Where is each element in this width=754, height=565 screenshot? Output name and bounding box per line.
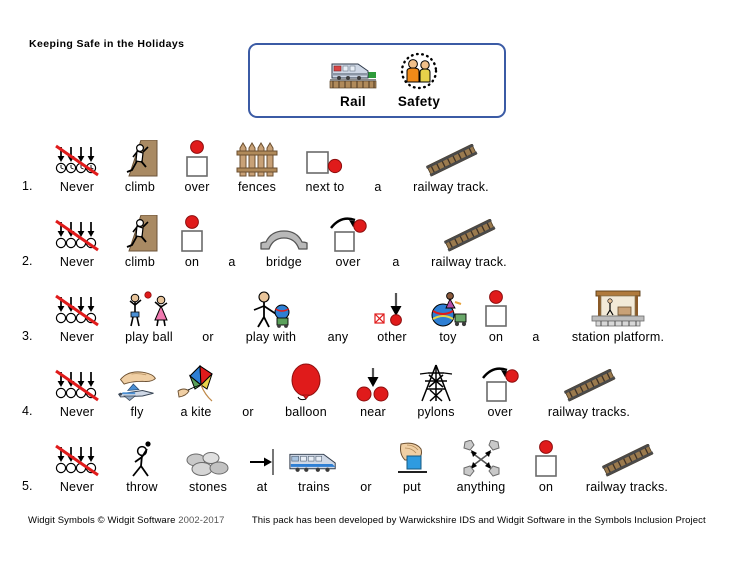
symbol-cell-toy [422, 288, 474, 344]
symbol-cell-on [524, 438, 568, 494]
symbol-cell-never [44, 288, 110, 344]
word-label: a [392, 255, 400, 269]
header-box [248, 43, 506, 118]
header-symbol-row [324, 49, 448, 109]
climb-icon [115, 138, 165, 178]
sentence-row [22, 138, 506, 194]
footer [28, 515, 706, 526]
blank-icon [219, 213, 245, 253]
symbol-cell-a [360, 138, 396, 194]
word-label: climb [124, 180, 156, 194]
symbol-cell-never [44, 438, 110, 494]
word-label: Never [59, 330, 95, 344]
pylon-icon [407, 363, 465, 403]
blank-icon [193, 288, 223, 328]
on-icon [529, 438, 563, 478]
row-number: 5. [22, 479, 33, 493]
symbol-cell-over [470, 363, 530, 419]
word-label: near [360, 405, 386, 419]
word-label: or [360, 480, 372, 494]
symbol-cell-a [378, 213, 414, 269]
page-title: Keeping Safe in the Holidays [29, 38, 185, 50]
kite-icon [169, 363, 223, 403]
on-icon [175, 213, 209, 253]
symbol-cell-bridge [250, 213, 318, 269]
header-label-safety: Safety [397, 94, 441, 109]
fence-icon [229, 138, 285, 178]
header-cell-safety [390, 49, 448, 109]
word-label: play ball [125, 330, 173, 344]
word-label: balloon [285, 405, 327, 419]
word-label: toy [439, 330, 457, 344]
at-icon [247, 438, 277, 478]
word-label: put [403, 480, 421, 494]
train-icon [328, 49, 378, 91]
railway-track-icon [419, 213, 519, 253]
word-label: throw [126, 480, 158, 494]
header-cell-rail [324, 49, 382, 109]
blank-icon [523, 288, 549, 328]
word-label: station platform. [571, 330, 665, 344]
symbol-cell-railway-track [396, 138, 506, 194]
symbol-cell-play-with [228, 288, 314, 344]
sentence-row [22, 213, 524, 269]
word-label: or [242, 405, 254, 419]
footer-copyright: Widgit Symbols © Widgit Software [28, 515, 176, 526]
word-label: on [488, 330, 504, 344]
word-label: fences [237, 180, 277, 194]
never-icon [49, 288, 105, 328]
symbol-cell-put [386, 438, 438, 494]
word-label: stones [188, 480, 228, 494]
word-label: railway track. [413, 180, 489, 194]
blank-icon [365, 138, 391, 178]
word-label: Never [59, 180, 95, 194]
sentence-row [22, 363, 648, 419]
next-to-icon [295, 138, 355, 178]
blank-icon [383, 213, 409, 253]
other-icon [367, 288, 417, 328]
throw-icon [115, 438, 169, 478]
over-above-icon [175, 138, 219, 178]
play-ball-icon [115, 288, 183, 328]
sentence-row [22, 288, 682, 344]
over-arrow-icon [323, 213, 373, 253]
symbol-cell-next-to [290, 138, 360, 194]
symbol-cell-on [170, 213, 214, 269]
word-label: pylons [417, 405, 455, 419]
bridge-icon [255, 213, 313, 253]
symbol-cell-over [170, 138, 224, 194]
symbol-cell-a [214, 213, 250, 269]
symbol-cell-at [242, 438, 282, 494]
play-with-icon [233, 288, 309, 328]
symbol-cell-on [474, 288, 518, 344]
word-label: next to [305, 180, 345, 194]
word-label: a [532, 330, 540, 344]
never-icon [49, 363, 105, 403]
word-label: over [184, 180, 210, 194]
near-icon [349, 363, 397, 403]
symbol-cell-stones [174, 438, 242, 494]
symbol-cell-railway-tracks [530, 363, 648, 419]
symbol-cell-play-ball [110, 288, 188, 344]
symbol-cell-railway-track [414, 213, 524, 269]
word-label: Never [59, 255, 95, 269]
symbol-cell-any [314, 288, 362, 344]
symbol-cell-or [346, 438, 386, 494]
symbol-cell-fences [224, 138, 290, 194]
symbol-cell-trains [282, 438, 346, 494]
symbol-cell-over [318, 213, 378, 269]
word-label: over [487, 405, 513, 419]
blank-icon [319, 288, 357, 328]
symbol-cell-never [44, 363, 110, 419]
row-number: 1. [22, 179, 33, 193]
footer-years: 2002-2017 [178, 515, 225, 526]
symbol-cell-balloon [268, 363, 344, 419]
row-number: 3. [22, 329, 33, 343]
over-arrow-icon [475, 363, 525, 403]
climb-icon [115, 213, 165, 253]
word-label: a [228, 255, 236, 269]
symbol-cell-never [44, 138, 110, 194]
word-label: at [256, 480, 268, 494]
anything-icon [443, 438, 519, 478]
word-label: a kite [180, 405, 212, 419]
word-label: fly [130, 405, 144, 419]
stones-icon [179, 438, 237, 478]
word-label: on [538, 480, 554, 494]
row-number: 2. [22, 254, 33, 268]
word-label: Never [59, 480, 95, 494]
never-icon [49, 138, 105, 178]
word-label: bridge [266, 255, 302, 269]
word-label: railway tracks. [547, 405, 631, 419]
toy-icon [427, 288, 469, 328]
word-label: trains [298, 480, 330, 494]
never-icon [49, 438, 105, 478]
never-icon [49, 213, 105, 253]
on-icon [479, 288, 513, 328]
symbol-cell-station-platform [554, 288, 682, 344]
symbol-cell-a-kite [164, 363, 228, 419]
word-label: other [377, 330, 407, 344]
fly-icon [115, 363, 159, 403]
word-label: railway track. [431, 255, 507, 269]
word-label: climb [124, 255, 156, 269]
footer-credit: This pack has been developed by Warwickshire IDS and Widgit Software in the Symbols Inclusion Project [251, 515, 706, 526]
symbol-cell-anything [438, 438, 524, 494]
word-label: anything [456, 480, 506, 494]
symbol-cell-or [188, 288, 228, 344]
balloon-icon [273, 363, 339, 403]
symbol-cell-railway-tracks [568, 438, 686, 494]
railway-tracks-icon [535, 363, 643, 403]
two-people-dotted-circle-icon [397, 49, 441, 91]
symbol-cell-climb [110, 213, 170, 269]
symbol-cell-or [228, 363, 268, 419]
symbol-cell-never [44, 213, 110, 269]
header-label-rail: Rail [340, 94, 366, 109]
word-label: play with [245, 330, 297, 344]
railway-tracks-icon [573, 438, 681, 478]
symbol-cell-pylons [402, 363, 470, 419]
word-label: a [374, 180, 382, 194]
word-label: any [327, 330, 349, 344]
symbol-cell-throw [110, 438, 174, 494]
sentence-row [22, 438, 686, 494]
symbol-cell-near [344, 363, 402, 419]
word-label: or [202, 330, 214, 344]
symbol-cell-other [362, 288, 422, 344]
station-platform-icon [559, 288, 677, 328]
row-number: 4. [22, 404, 33, 418]
blank-icon [233, 363, 263, 403]
put-icon [391, 438, 433, 478]
word-label: Never [59, 405, 95, 419]
train-icon [287, 438, 341, 478]
word-label: railway tracks. [585, 480, 669, 494]
symbol-cell-climb [110, 138, 170, 194]
blank-icon [351, 438, 381, 478]
word-label: over [335, 255, 361, 269]
word-label: on [184, 255, 200, 269]
symbol-cell-fly [110, 363, 164, 419]
railway-track-icon [401, 138, 501, 178]
symbol-cell-a [518, 288, 554, 344]
